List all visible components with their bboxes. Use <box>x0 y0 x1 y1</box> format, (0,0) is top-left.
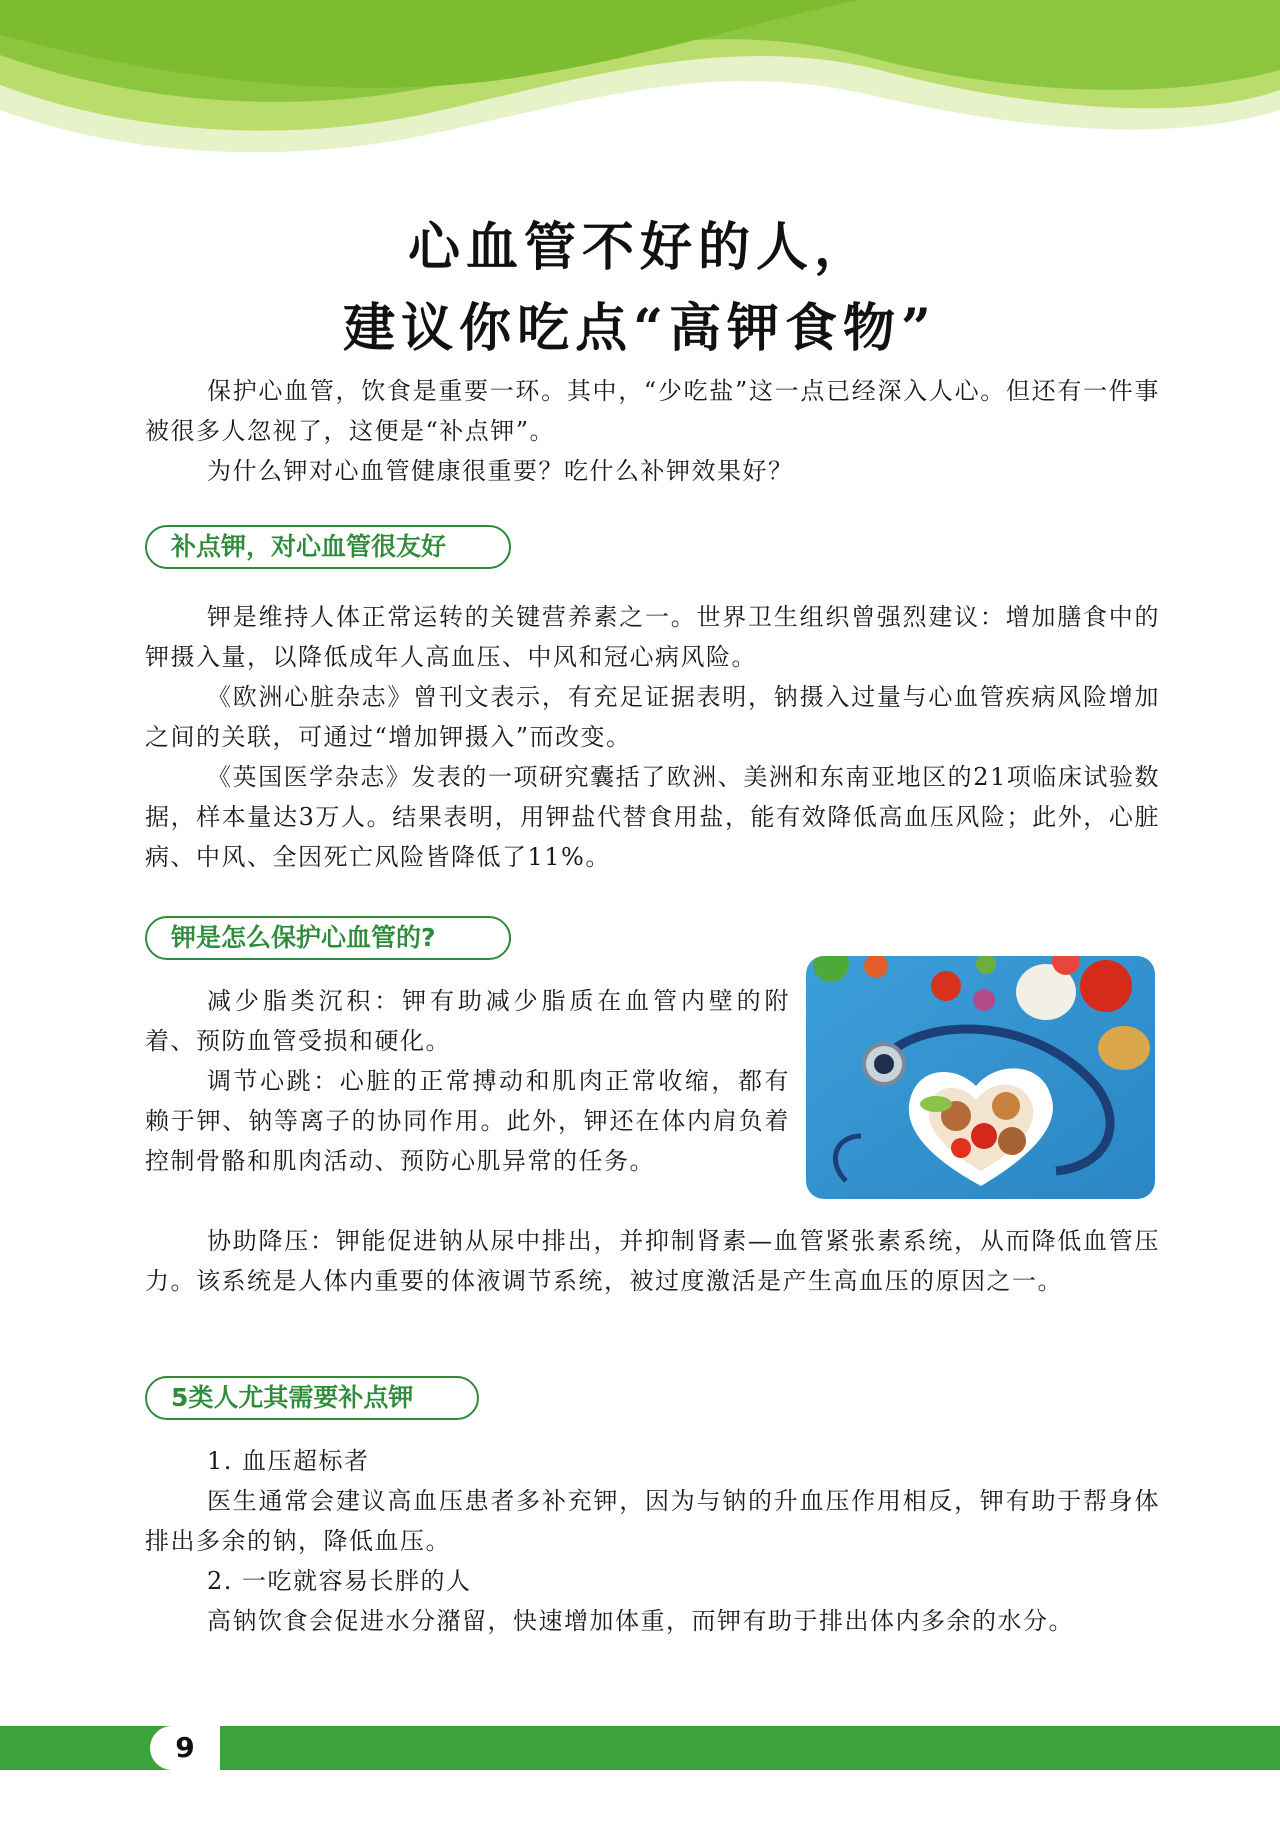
body-paragraph: 减少脂类沉积：钾有助减少脂质在血管内壁的附着、预防血管受损和硬化。 <box>145 987 790 1055</box>
list-heading: 1. 血压超标者 <box>207 1447 370 1475</box>
body-paragraph: 高钠饮食会促进水分潴留，快速增加体重，而钾有助于排出体内多余的水分。 <box>207 1607 1074 1635</box>
body-paragraph: 《英国医学杂志》发表的一项研究囊括了欧洲、美洲和东南亚地区的21项临床试验数据，样本量达3万人。结果表明，用钾盐代替食用盐，能有效降低高血压风险；此外，心脏病、中风、全因死亡风险皆降低了11%。 <box>145 763 1160 871</box>
list-heading: 2. 一吃就容易长胖的人 <box>207 1567 472 1595</box>
section1-body <box>145 597 1160 877</box>
intro-block <box>145 371 1160 491</box>
body-paragraph: 钾是维持人体正常运转的关键营养素之一。世界卫生组织曾强烈建议：增加膳食中的钾摄入量，以降低成年人高血压、中风和冠心病风险。 <box>145 603 1160 671</box>
page-number: 9 <box>175 1731 195 1764</box>
section-heading-how-potassium-protects: 钾是怎么保护心血管的? <box>145 916 511 960</box>
section2-body-wide <box>145 1221 1160 1301</box>
article-title-line-1: 心血管不好的人， <box>407 217 872 278</box>
section3-body <box>145 1441 1160 1641</box>
section-heading-five-groups: 5类人尤其需要补点钾 <box>145 1376 479 1420</box>
heart-bowl-stethoscope-photo <box>806 956 1155 1199</box>
body-paragraph: 《欧洲心脏杂志》曾刊文表示，有充足证据表明，钠摄入过量与心血管疾病风险增加之间的关联，可通过“增加钾摄入”而改变。 <box>145 683 1160 751</box>
body-paragraph: 协助降压：钾能促进钠从尿中排出，并抑制肾素—血管紧张素系统，从而降低血管压力。该系统是人体内重要的体液调节系统，被过度激活是产生高血压的原因之一。 <box>145 1227 1160 1295</box>
intro-paragraph: 为什么钾对心血管健康很重要？吃什么补钾效果好？ <box>207 457 794 485</box>
section-heading-potassium-friendly: 补点钾，对心血管很友好 <box>145 525 511 569</box>
intro-paragraph: 保护心血管，饮食是重要一环。其中，“少吃盐”这一点已经深入人心。但还有一件事被很多人忽视了，这便是“补点钾”。 <box>145 377 1160 445</box>
body-paragraph: 医生通常会建议高血压患者多补充钾，因为与钠的升血压作用相反，钾有助于帮身体排出多余的钠，降低血压。 <box>145 1487 1160 1555</box>
body-paragraph: 调节心跳：心脏的正常搏动和肌肉正常收缩，都有赖于钾、钠等离子的协同作用。此外，钾还在体内肩负着控制骨骼和肌肉活动、预防心肌异常的任务。 <box>145 1067 790 1175</box>
top-wave-decoration <box>0 0 1280 160</box>
article-title-line-2: 建议你吃点“高钾食物” <box>343 298 937 359</box>
section2-body-narrow <box>145 981 790 1181</box>
